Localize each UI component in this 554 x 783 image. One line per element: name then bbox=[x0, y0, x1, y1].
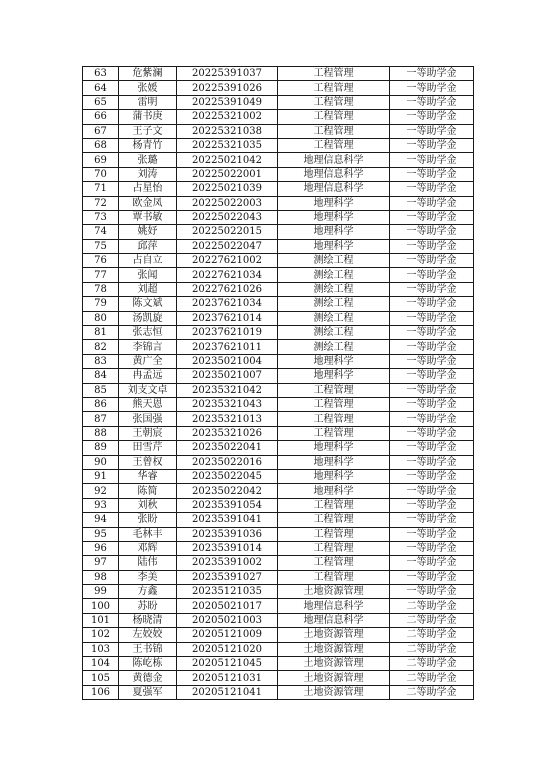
row-number: 92 bbox=[83, 484, 119, 498]
table-row bbox=[83, 239, 474, 253]
row-number: 88 bbox=[83, 426, 119, 440]
student-name: 邱萍 bbox=[119, 239, 177, 253]
student-id: 20225021042 bbox=[177, 153, 278, 167]
row-number: 82 bbox=[83, 340, 119, 354]
award-level: 一等助学金 bbox=[390, 138, 474, 152]
major: 地理信息科学 bbox=[278, 182, 390, 196]
table-row bbox=[83, 426, 474, 440]
major: 工程管理 bbox=[278, 513, 390, 527]
student-name: 雷明 bbox=[119, 95, 177, 109]
student-name: 杨晓清 bbox=[119, 613, 177, 627]
row-number: 91 bbox=[83, 469, 119, 483]
major: 地理科学 bbox=[278, 469, 390, 483]
table-row bbox=[83, 210, 474, 224]
award-level: 一等助学金 bbox=[390, 585, 474, 599]
major: 地理信息科学 bbox=[278, 167, 390, 181]
award-level: 一等助学金 bbox=[390, 556, 474, 570]
row-number: 72 bbox=[83, 196, 119, 210]
major: 测绘工程 bbox=[278, 268, 390, 282]
major: 工程管理 bbox=[278, 556, 390, 570]
row-number: 105 bbox=[83, 671, 119, 685]
table-row bbox=[83, 311, 474, 325]
row-number: 67 bbox=[83, 124, 119, 138]
row-number: 98 bbox=[83, 570, 119, 584]
major: 工程管理 bbox=[278, 527, 390, 541]
row-number: 81 bbox=[83, 326, 119, 340]
table-row bbox=[83, 254, 474, 268]
table-row bbox=[83, 340, 474, 354]
major: 测绘工程 bbox=[278, 282, 390, 296]
student-id: 20237621011 bbox=[177, 340, 278, 354]
student-name: 王书锦 bbox=[119, 642, 177, 656]
student-id: 20235321043 bbox=[177, 397, 278, 411]
major: 测绘工程 bbox=[278, 297, 390, 311]
major: 地理科学 bbox=[278, 225, 390, 239]
student-name: 欧金凤 bbox=[119, 196, 177, 210]
table-row bbox=[83, 671, 474, 685]
table-row bbox=[83, 153, 474, 167]
award-level: 二等助学金 bbox=[390, 628, 474, 642]
award-level: 一等助学金 bbox=[390, 81, 474, 95]
student-name: 李美 bbox=[119, 570, 177, 584]
major: 工程管理 bbox=[278, 541, 390, 555]
table-row bbox=[83, 455, 474, 469]
table-row bbox=[83, 541, 474, 555]
major: 工程管理 bbox=[278, 138, 390, 152]
award-level: 一等助学金 bbox=[390, 354, 474, 368]
student-id: 20225021039 bbox=[177, 182, 278, 196]
award-level: 一等助学金 bbox=[390, 67, 474, 81]
student-id: 20235021007 bbox=[177, 369, 278, 383]
major: 工程管理 bbox=[278, 95, 390, 109]
student-id: 20235391027 bbox=[177, 570, 278, 584]
student-name: 张国强 bbox=[119, 412, 177, 426]
row-number: 95 bbox=[83, 527, 119, 541]
row-number: 63 bbox=[83, 67, 119, 81]
row-number: 96 bbox=[83, 541, 119, 555]
table-body bbox=[83, 67, 474, 700]
table-row bbox=[83, 657, 474, 671]
student-id: 20225391026 bbox=[177, 81, 278, 95]
award-level: 一等助学金 bbox=[390, 469, 474, 483]
student-name: 张闻 bbox=[119, 268, 177, 282]
row-number: 79 bbox=[83, 297, 119, 311]
student-name: 冉孟远 bbox=[119, 369, 177, 383]
award-level: 一等助学金 bbox=[390, 326, 474, 340]
row-number: 70 bbox=[83, 167, 119, 181]
major: 地理科学 bbox=[278, 354, 390, 368]
student-id: 20237621014 bbox=[177, 311, 278, 325]
student-id: 20225022043 bbox=[177, 210, 278, 224]
award-level: 一等助学金 bbox=[390, 196, 474, 210]
student-id: 20235022042 bbox=[177, 484, 278, 498]
major: 土地资源管理 bbox=[278, 657, 390, 671]
student-id: 20235391014 bbox=[177, 541, 278, 555]
table-row bbox=[83, 513, 474, 527]
award-level: 二等助学金 bbox=[390, 685, 474, 699]
award-level: 一等助学金 bbox=[390, 527, 474, 541]
award-level: 一等助学金 bbox=[390, 297, 474, 311]
award-level: 一等助学金 bbox=[390, 455, 474, 469]
table-row bbox=[83, 527, 474, 541]
award-level: 一等助学金 bbox=[390, 513, 474, 527]
student-name: 邓辉 bbox=[119, 541, 177, 555]
major: 工程管理 bbox=[278, 67, 390, 81]
student-name: 田雪芹 bbox=[119, 441, 177, 455]
student-name: 张志恒 bbox=[119, 326, 177, 340]
table-row bbox=[83, 268, 474, 282]
award-level: 一等助学金 bbox=[390, 369, 474, 383]
student-id: 20227621034 bbox=[177, 268, 278, 282]
award-level: 二等助学金 bbox=[390, 613, 474, 627]
major: 土地资源管理 bbox=[278, 671, 390, 685]
student-id: 20235391002 bbox=[177, 556, 278, 570]
student-id: 20205121020 bbox=[177, 642, 278, 656]
student-name: 陈屹栋 bbox=[119, 657, 177, 671]
row-number: 101 bbox=[83, 613, 119, 627]
student-id: 20225022015 bbox=[177, 225, 278, 239]
table-row bbox=[83, 225, 474, 239]
table-row bbox=[83, 67, 474, 81]
row-number: 76 bbox=[83, 254, 119, 268]
student-id: 20237621019 bbox=[177, 326, 278, 340]
award-level: 一等助学金 bbox=[390, 225, 474, 239]
major: 土地资源管理 bbox=[278, 642, 390, 656]
award-level: 一等助学金 bbox=[390, 498, 474, 512]
student-id: 20235022041 bbox=[177, 441, 278, 455]
row-number: 75 bbox=[83, 239, 119, 253]
student-name: 王子文 bbox=[119, 124, 177, 138]
award-level: 二等助学金 bbox=[390, 642, 474, 656]
major: 测绘工程 bbox=[278, 254, 390, 268]
student-id: 20225022047 bbox=[177, 239, 278, 253]
major: 地理科学 bbox=[278, 441, 390, 455]
table-row bbox=[83, 81, 474, 95]
student-id: 20235022045 bbox=[177, 469, 278, 483]
table-row bbox=[83, 628, 474, 642]
row-number: 83 bbox=[83, 354, 119, 368]
award-level: 一等助学金 bbox=[390, 124, 474, 138]
student-name: 夏强军 bbox=[119, 685, 177, 699]
student-name: 左姣姣 bbox=[119, 628, 177, 642]
table-row bbox=[83, 297, 474, 311]
major: 地理科学 bbox=[278, 484, 390, 498]
student-id: 20235021004 bbox=[177, 354, 278, 368]
row-number: 66 bbox=[83, 110, 119, 124]
table-row bbox=[83, 570, 474, 584]
award-level: 一等助学金 bbox=[390, 210, 474, 224]
table-row bbox=[83, 110, 474, 124]
table-row bbox=[83, 182, 474, 196]
major: 土地资源管理 bbox=[278, 685, 390, 699]
table-row bbox=[83, 397, 474, 411]
student-id: 20205021017 bbox=[177, 599, 278, 613]
student-id: 20235391041 bbox=[177, 513, 278, 527]
student-id: 20227621002 bbox=[177, 254, 278, 268]
student-id: 20235321026 bbox=[177, 426, 278, 440]
student-name: 占自立 bbox=[119, 254, 177, 268]
student-id: 20235391054 bbox=[177, 498, 278, 512]
award-level: 一等助学金 bbox=[390, 282, 474, 296]
table-row bbox=[83, 354, 474, 368]
major: 土地资源管理 bbox=[278, 585, 390, 599]
award-level: 一等助学金 bbox=[390, 426, 474, 440]
award-level: 一等助学金 bbox=[390, 167, 474, 181]
student-name: 汤凯旋 bbox=[119, 311, 177, 325]
award-level: 一等助学金 bbox=[390, 95, 474, 109]
major: 地理科学 bbox=[278, 239, 390, 253]
student-name: 张盼 bbox=[119, 513, 177, 527]
student-name: 苏盼 bbox=[119, 599, 177, 613]
award-level: 一等助学金 bbox=[390, 340, 474, 354]
major: 测绘工程 bbox=[278, 311, 390, 325]
student-name: 张璐 bbox=[119, 153, 177, 167]
row-number: 77 bbox=[83, 268, 119, 282]
student-name: 王朝宸 bbox=[119, 426, 177, 440]
student-name: 蒲书庚 bbox=[119, 110, 177, 124]
table-row bbox=[83, 282, 474, 296]
major: 地理科学 bbox=[278, 210, 390, 224]
row-number: 85 bbox=[83, 383, 119, 397]
row-number: 65 bbox=[83, 95, 119, 109]
award-level: 一等助学金 bbox=[390, 541, 474, 555]
student-id: 20235321042 bbox=[177, 383, 278, 397]
student-id: 20225321038 bbox=[177, 124, 278, 138]
major: 工程管理 bbox=[278, 412, 390, 426]
student-name: 黄德金 bbox=[119, 671, 177, 685]
major: 工程管理 bbox=[278, 383, 390, 397]
award-level: 一等助学金 bbox=[390, 239, 474, 253]
major: 地理科学 bbox=[278, 196, 390, 210]
major: 工程管理 bbox=[278, 498, 390, 512]
student-id: 20205121009 bbox=[177, 628, 278, 642]
award-level: 一等助学金 bbox=[390, 570, 474, 584]
student-id: 20205121041 bbox=[177, 685, 278, 699]
award-level: 一等助学金 bbox=[390, 182, 474, 196]
table-row bbox=[83, 585, 474, 599]
award-level: 一等助学金 bbox=[390, 153, 474, 167]
student-name: 毛林丰 bbox=[119, 527, 177, 541]
row-number: 86 bbox=[83, 397, 119, 411]
student-name: 陈文斌 bbox=[119, 297, 177, 311]
major: 土地资源管理 bbox=[278, 628, 390, 642]
award-level: 一等助学金 bbox=[390, 268, 474, 282]
major: 地理科学 bbox=[278, 369, 390, 383]
table-row bbox=[83, 484, 474, 498]
award-level: 一等助学金 bbox=[390, 383, 474, 397]
student-name: 黄广全 bbox=[119, 354, 177, 368]
student-id: 20225391049 bbox=[177, 95, 278, 109]
student-name: 占星怡 bbox=[119, 182, 177, 196]
student-name: 陆伟 bbox=[119, 556, 177, 570]
major: 工程管理 bbox=[278, 570, 390, 584]
table-row bbox=[83, 412, 474, 426]
student-name: 杨青竹 bbox=[119, 138, 177, 152]
student-name: 熊天恩 bbox=[119, 397, 177, 411]
row-number: 69 bbox=[83, 153, 119, 167]
student-name: 刘超 bbox=[119, 282, 177, 296]
student-id: 20235391036 bbox=[177, 527, 278, 541]
row-number: 100 bbox=[83, 599, 119, 613]
award-level: 一等助学金 bbox=[390, 254, 474, 268]
table-row bbox=[83, 556, 474, 570]
student-name: 刘秋 bbox=[119, 498, 177, 512]
major: 地理科学 bbox=[278, 455, 390, 469]
award-level: 一等助学金 bbox=[390, 412, 474, 426]
row-number: 84 bbox=[83, 369, 119, 383]
row-number: 87 bbox=[83, 412, 119, 426]
table-row bbox=[83, 599, 474, 613]
table-row bbox=[83, 498, 474, 512]
row-number: 106 bbox=[83, 685, 119, 699]
student-name: 危紫澜 bbox=[119, 67, 177, 81]
row-number: 90 bbox=[83, 455, 119, 469]
student-name: 覃书敏 bbox=[119, 210, 177, 224]
major: 工程管理 bbox=[278, 81, 390, 95]
row-number: 73 bbox=[83, 210, 119, 224]
student-id: 20205121031 bbox=[177, 671, 278, 685]
award-level: 二等助学金 bbox=[390, 671, 474, 685]
student-name: 王曾权 bbox=[119, 455, 177, 469]
student-id: 20225321002 bbox=[177, 110, 278, 124]
row-number: 99 bbox=[83, 585, 119, 599]
student-id: 20205121045 bbox=[177, 657, 278, 671]
table-row bbox=[83, 326, 474, 340]
table-row bbox=[83, 685, 474, 699]
student-name: 李锦言 bbox=[119, 340, 177, 354]
table-row bbox=[83, 642, 474, 656]
major: 测绘工程 bbox=[278, 326, 390, 340]
row-number: 68 bbox=[83, 138, 119, 152]
student-id: 20225022001 bbox=[177, 167, 278, 181]
table-row bbox=[83, 196, 474, 210]
scholarship-table bbox=[82, 66, 474, 700]
row-number: 104 bbox=[83, 657, 119, 671]
row-number: 78 bbox=[83, 282, 119, 296]
table-row bbox=[83, 441, 474, 455]
major: 地理信息科学 bbox=[278, 599, 390, 613]
award-level: 一等助学金 bbox=[390, 484, 474, 498]
row-number: 80 bbox=[83, 311, 119, 325]
table-row bbox=[83, 613, 474, 627]
student-name: 方鑫 bbox=[119, 585, 177, 599]
major: 地理信息科学 bbox=[278, 153, 390, 167]
major: 工程管理 bbox=[278, 124, 390, 138]
table-row bbox=[83, 167, 474, 181]
major: 工程管理 bbox=[278, 397, 390, 411]
major: 工程管理 bbox=[278, 110, 390, 124]
student-id: 20225022003 bbox=[177, 196, 278, 210]
student-name: 陈简 bbox=[119, 484, 177, 498]
table-row bbox=[83, 124, 474, 138]
table-row bbox=[83, 95, 474, 109]
student-name: 刘涛 bbox=[119, 167, 177, 181]
student-name: 张媛 bbox=[119, 81, 177, 95]
student-id: 20235321013 bbox=[177, 412, 278, 426]
table-row bbox=[83, 469, 474, 483]
student-id: 20205021003 bbox=[177, 613, 278, 627]
row-number: 74 bbox=[83, 225, 119, 239]
student-id: 20225391037 bbox=[177, 67, 278, 81]
table-row bbox=[83, 138, 474, 152]
row-number: 89 bbox=[83, 441, 119, 455]
student-name: 华睿 bbox=[119, 469, 177, 483]
student-id: 20227621026 bbox=[177, 282, 278, 296]
award-level: 二等助学金 bbox=[390, 599, 474, 613]
student-id: 20237621034 bbox=[177, 297, 278, 311]
student-id: 20235022016 bbox=[177, 455, 278, 469]
row-number: 97 bbox=[83, 556, 119, 570]
award-level: 一等助学金 bbox=[390, 110, 474, 124]
major: 测绘工程 bbox=[278, 340, 390, 354]
award-level: 二等助学金 bbox=[390, 657, 474, 671]
major: 地理信息科学 bbox=[278, 613, 390, 627]
student-id: 20225321035 bbox=[177, 138, 278, 152]
row-number: 103 bbox=[83, 642, 119, 656]
student-id: 20235121035 bbox=[177, 585, 278, 599]
award-level: 一等助学金 bbox=[390, 397, 474, 411]
student-name: 姚妤 bbox=[119, 225, 177, 239]
award-level: 一等助学金 bbox=[390, 441, 474, 455]
row-number: 93 bbox=[83, 498, 119, 512]
row-number: 64 bbox=[83, 81, 119, 95]
row-number: 94 bbox=[83, 513, 119, 527]
student-name: 刘支文卓 bbox=[119, 383, 177, 397]
row-number: 71 bbox=[83, 182, 119, 196]
table-row bbox=[83, 383, 474, 397]
table-row bbox=[83, 369, 474, 383]
row-number: 102 bbox=[83, 628, 119, 642]
major: 工程管理 bbox=[278, 426, 390, 440]
award-level: 一等助学金 bbox=[390, 311, 474, 325]
